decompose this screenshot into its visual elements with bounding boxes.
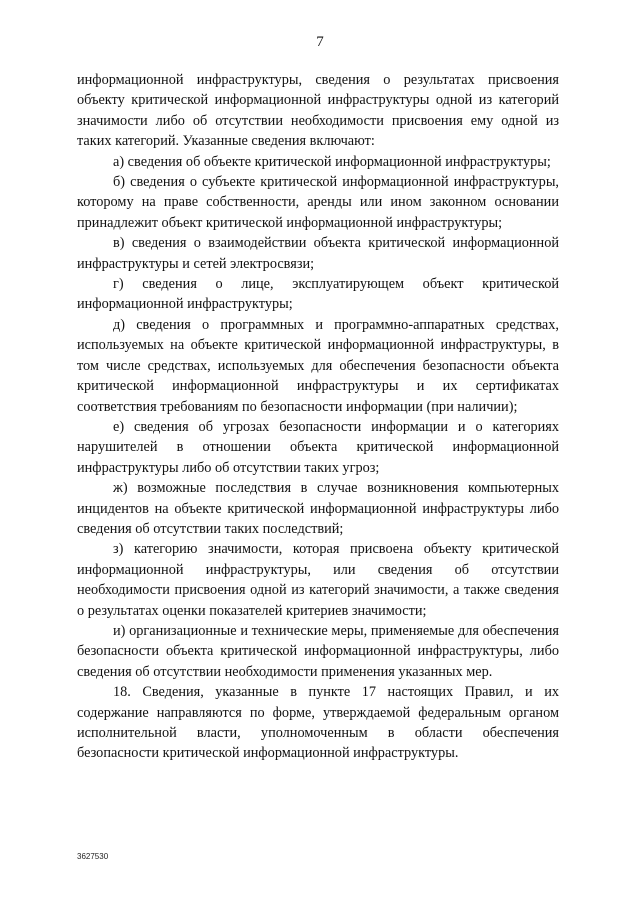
paragraph-continuation: информационной инфраструктуры, сведения о результатах присвоения объекту критической информационной инфраструктуры одной из категорий значимости либо об отсутствии необходимости присвоения ему одной из таких категорий. Указанные сведения включают: xyxy=(77,72,559,150)
document-code: 3627530 xyxy=(77,852,109,861)
list-item-i: и) организационные и технические меры, применяемые для обеспечения безопасности объекта критической информационной инфраструктуры, либо сведения об отсутствии необходимости применения указанных мер. xyxy=(77,622,559,680)
list-item-z: з) категорию значимости, которая присвоена объекту критической информационной инфраструктуры, или сведения об отсутствии необходимости присвоения одной из категорий значимости, а также сведения о результатах оценки показателей критериев значимости; xyxy=(77,541,559,619)
page-number: 7 xyxy=(316,34,324,50)
document-body xyxy=(77,70,559,764)
list-item-e: е) сведения об угрозах безопасности информации и о категориях нарушителей в отношении объекта критической информационной инфраструктуры либо об отсутствии таких угроз; xyxy=(77,418,559,476)
paragraph-18: 18. Сведения, указанные в пункте 17 настоящих Правил, и их содержание направляются по форме, утверждаемой федеральным органом исполнительной власти, уполномоченным в области обеспечения безопасности критической информационной инфраструктуры. xyxy=(77,684,559,762)
list-item-a: а) сведения об объекте критической информационной инфраструктуры; xyxy=(113,153,551,170)
list-item-v: в) сведения о взаимодействии объекта критической информационной инфраструктуры и сетей электросвязи; xyxy=(77,235,559,272)
list-item-d: д) сведения о программных и программно-аппаратных средствах, используемых на объекте критической информационной инфраструктуры, в том числе средствах, используемых для обеспечения безопасности объекта критической информационной инфраструктуры и их сертификатах соответствия требованиям по безопасности информации (при наличии); xyxy=(77,316,559,415)
list-item-zh: ж) возможные последствия в случае возникновения компьютерных инцидентов на объекте критической информационной инфраструктуры либо сведения об отсутствии таких последствий; xyxy=(77,480,559,537)
list-item-b: б) сведения о субъекте критической информационной инфраструктуры, которому на праве собственности, аренды или ином законном основании принадлежит объект критической информационной инфраструктуры; xyxy=(77,174,559,231)
list-item-g: г) сведения о лице, эксплуатирующем объект критической информационной инфраструктуры; xyxy=(77,276,559,313)
